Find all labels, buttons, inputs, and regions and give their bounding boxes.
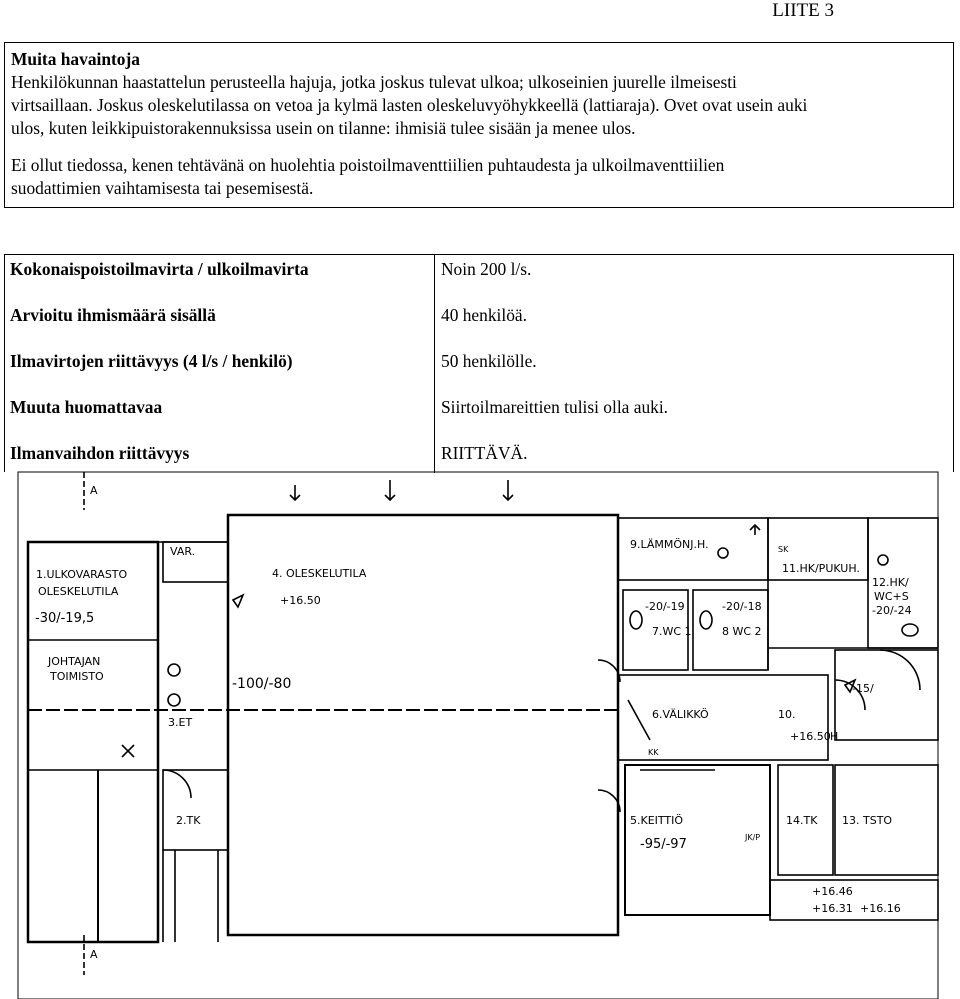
- room-label: JOHTAJAN: [48, 655, 101, 668]
- ventilation-summary-table: [4, 254, 954, 472]
- section-marker-a: A: [90, 948, 98, 961]
- room-label: 7.WC 1: [652, 625, 692, 638]
- airflow-annotation: -20/-18: [722, 600, 762, 613]
- marker-label: JK/P: [745, 833, 761, 842]
- level-annotation: +16.50: [280, 594, 321, 607]
- table-row: [5, 393, 953, 439]
- observations-line: virtsaillaan. Joskus oleskelutilassa on vetoa ja kylmä lasten oleskeluvyöhykkeellä (lattiaraja). Ovet ovat usein auki: [11, 95, 808, 115]
- floor-plan: [0, 470, 960, 999]
- room-label: 1.ULKOVARASTO: [36, 568, 128, 581]
- observations-title: Muita havaintoja: [11, 49, 140, 69]
- observations-line: Ei ollut tiedossa, kenen tehtävänä on huolehtia poistoilmaventtiilien puhtaudesta ja ulkoilmaventtiilien: [11, 155, 725, 175]
- observations-line: ulos, kuten leikkipuistorakennuksissa usein on tilanne: ihmisiä tulee sisään ja menee ulos.: [11, 118, 636, 138]
- row-label: Ilmanvaihdon riittävyys: [10, 443, 190, 463]
- room-label: 9.LÄMMÖNJ.H.: [630, 538, 709, 551]
- marker-label: H: [830, 730, 839, 743]
- room-label: 11.HK/PUKUH.: [782, 562, 860, 575]
- airflow-annotation: -20/-24: [872, 604, 912, 617]
- room-label: 6.VÄLIKKÖ: [652, 708, 709, 721]
- room-label: 5.KEITTIÖ: [630, 814, 684, 827]
- level-annotation: +16.31: [812, 902, 853, 915]
- airflow-annotation: -95/-97: [640, 837, 687, 852]
- row-value: Siirtoilmareittien tulisi olla auki.: [441, 397, 669, 417]
- marker-label: KK: [648, 748, 659, 757]
- observations-line: suodattimien vaihtamisesta tai pesemisestä.: [11, 178, 314, 198]
- row-value: 50 henkilölle.: [441, 351, 537, 371]
- row-label: Kokonaispoistoilmavirta / ulkoilmavirta: [10, 259, 309, 279]
- observations-box: [4, 42, 954, 208]
- row-label: Muuta huomattavaa: [10, 397, 163, 417]
- room-label: WC+S: [874, 590, 909, 603]
- row-value: RIITTÄVÄ.: [441, 443, 528, 463]
- room-label: 2.TK: [176, 814, 201, 827]
- room-label: VAR.: [170, 545, 196, 558]
- airflow-annotation: -100/-80: [232, 676, 292, 692]
- room-label: 14.TK: [786, 814, 818, 827]
- row-value: 40 henkilöä.: [441, 305, 527, 325]
- appendix-label: LIITE 3: [772, 0, 834, 21]
- airflow-annotation: -30/-19,5: [35, 611, 95, 626]
- observations-line: Henkilökunnan haastattelun perusteella hajuja, jotka joskus tulevat ulkoa; ulkoseinien juurelle ilmeisesti: [11, 72, 737, 92]
- row-label: Ilmavirtojen riittävyys (4 l/s / henkilö): [10, 351, 293, 371]
- marker-label: 10.: [778, 708, 796, 721]
- level-annotation: +16.46: [812, 885, 853, 898]
- table-row: [5, 301, 953, 347]
- room-label: 3.ET: [168, 716, 193, 729]
- room-label: 13. TSTO: [842, 814, 893, 827]
- room-label: 12.HK/: [872, 576, 909, 589]
- row-value: Noin 200 l/s.: [441, 259, 532, 279]
- room-label: OLESKELUTILA: [38, 585, 119, 598]
- row-label: Arvioitu ihmismäärä sisällä: [10, 305, 216, 325]
- section-marker-a: A: [90, 484, 98, 497]
- table-row: [5, 255, 953, 301]
- room-label: TOIMISTO: [50, 670, 104, 683]
- level-annotation: +16.50: [790, 730, 831, 743]
- table-row: [5, 347, 953, 393]
- room-label: 4. OLESKELUTILA: [272, 567, 367, 580]
- airflow-annotation: -15/: [852, 682, 874, 695]
- room-label: 8 WC 2: [722, 625, 762, 638]
- airflow-annotation: -20/-19: [645, 600, 685, 613]
- marker-label: SK: [778, 545, 789, 554]
- level-annotation: +16.16: [860, 902, 901, 915]
